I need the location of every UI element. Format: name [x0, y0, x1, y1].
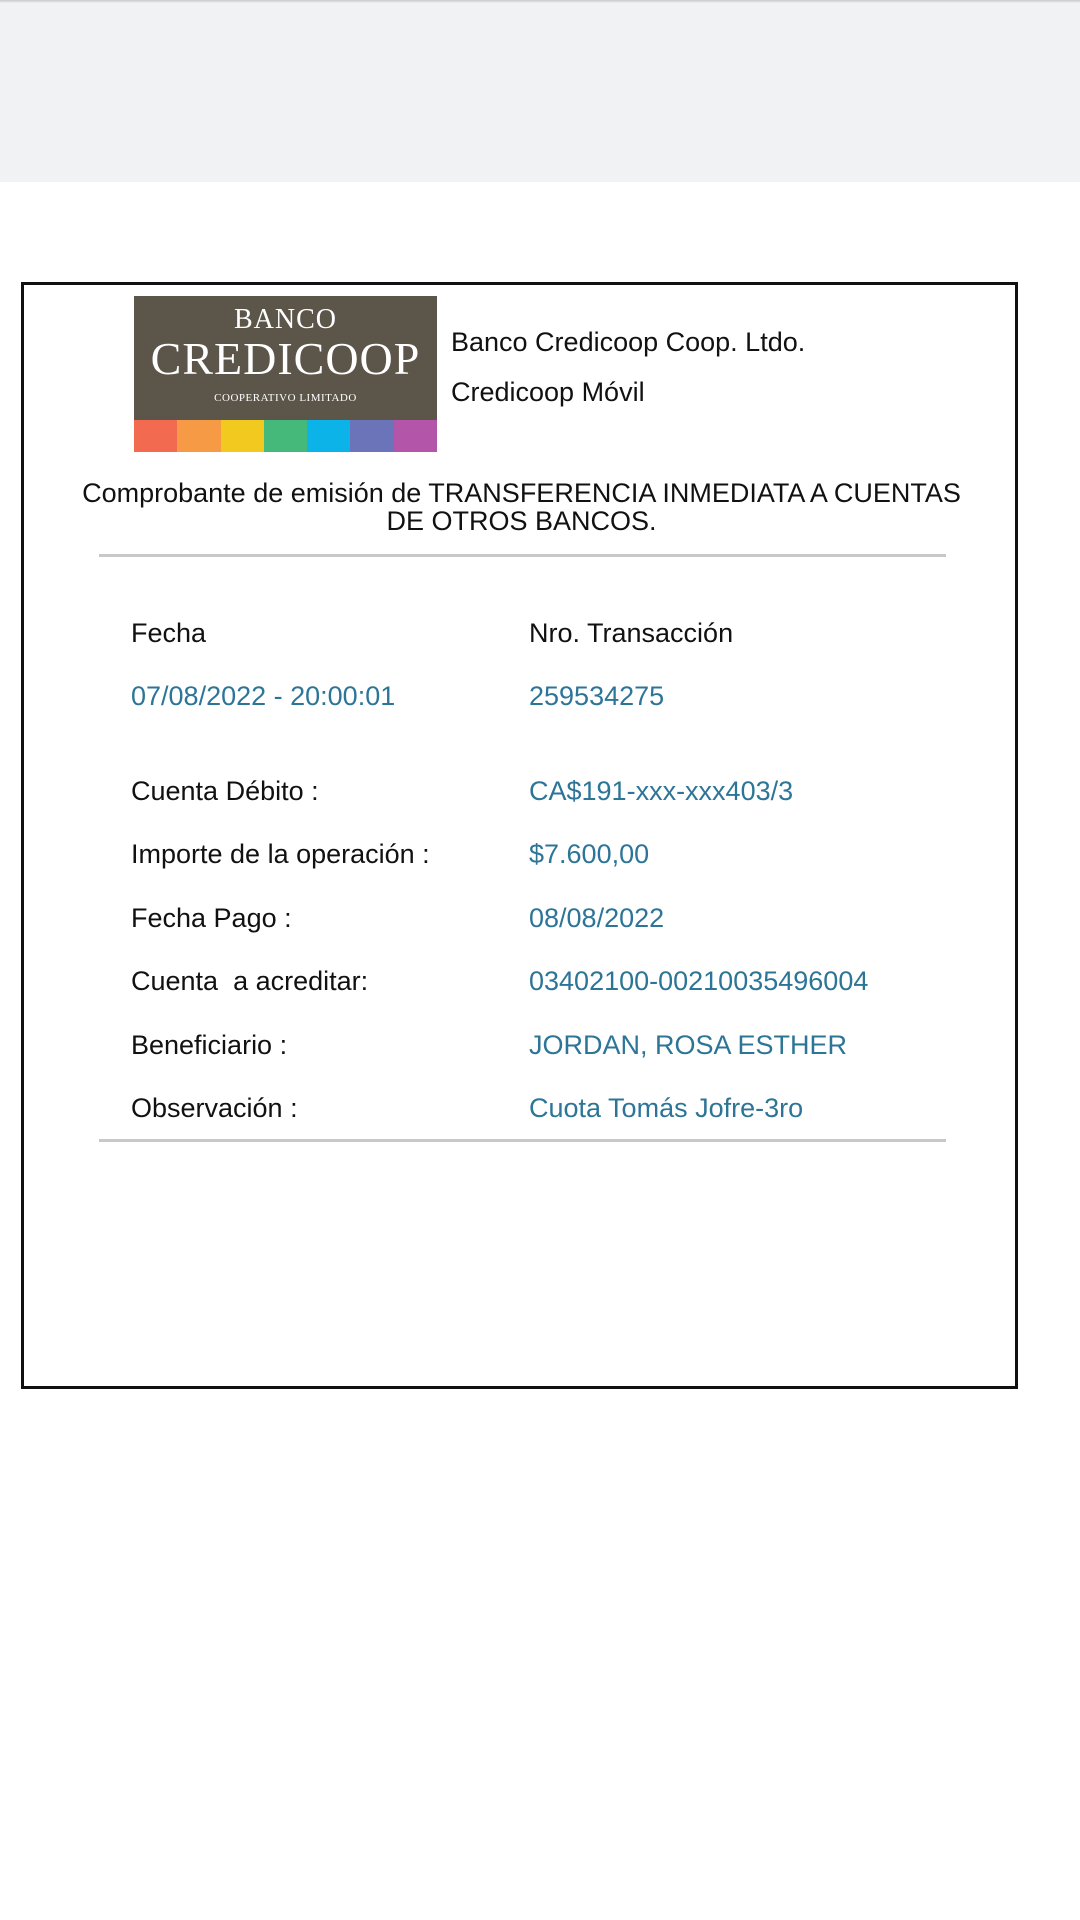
logo-stripe — [177, 420, 220, 452]
cuenta-acreditar-value: 03402100-00210035496004 — [529, 966, 869, 996]
receipt-title — [44, 479, 999, 535]
bank-name: Banco Credicoop Coop. Ltdo. — [451, 327, 806, 357]
top-bar-shadow — [0, 0, 1080, 3]
logo-cooperativo-text: COOPERATIVO LIMITADO — [214, 392, 357, 404]
logo-credicoop-text: CREDICOOP — [150, 333, 421, 384]
receipt-title-line1: Comprobante de emisión de TRANSFERENCIA INMEDIATA A CUENTAS — [82, 478, 961, 508]
importe-value: $7.600,00 — [529, 839, 650, 869]
app-name: Credicoop Móvil — [451, 377, 645, 407]
receipt-title-line2: DE OTROS BANCOS. — [386, 506, 657, 536]
cuenta-debito-value: CA$191-xxx-xxx403/3 — [529, 776, 794, 806]
logo-stripe — [221, 420, 264, 452]
transaccion-value: 259534275 — [529, 681, 665, 711]
cuenta-acreditar-label: Cuenta a acreditar: — [131, 966, 369, 996]
beneficiario-label: Beneficiario : — [131, 1030, 288, 1060]
observacion-label: Observación : — [131, 1093, 298, 1123]
fecha-pago-label: Fecha Pago : — [131, 903, 292, 933]
cuenta-debito-label: Cuenta Débito : — [131, 776, 319, 806]
top-divider — [99, 554, 946, 557]
logo-banco-text: BANCO — [233, 304, 337, 335]
logo-color-stripes — [134, 420, 437, 452]
beneficiario-value: JORDAN, ROSA ESTHER — [529, 1030, 848, 1060]
transaccion-label: Nro. Transacción — [529, 618, 734, 648]
logo-stripe — [134, 420, 177, 452]
logo-stripe — [264, 420, 307, 452]
top-bar — [0, 0, 1080, 182]
logo-stripe — [350, 420, 393, 452]
transfer-receipt — [21, 282, 1018, 1389]
logo-stripe — [394, 420, 437, 452]
logo-stripe — [307, 420, 350, 452]
fecha-pago-value: 08/08/2022 — [529, 903, 665, 933]
importe-label: Importe de la operación : — [131, 839, 430, 869]
bottom-divider — [99, 1139, 946, 1142]
credicoop-logo — [134, 296, 437, 452]
observacion-value: Cuota Tomás Jofre-3ro — [529, 1093, 804, 1123]
fecha-value: 07/08/2022 - 20:00:01 — [131, 681, 396, 711]
fecha-label: Fecha — [131, 618, 207, 648]
